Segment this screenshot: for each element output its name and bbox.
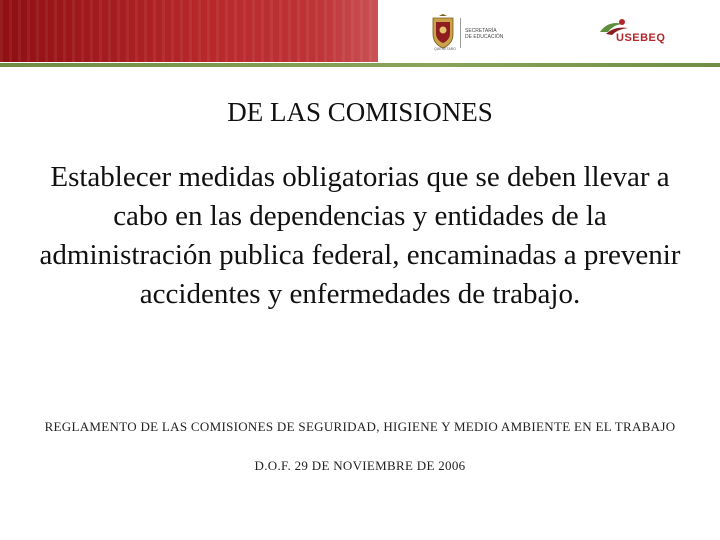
logo-divider [460,18,461,48]
secretaria-text [465,28,545,40]
slide-header [0,0,720,68]
banner-fade [318,0,378,62]
slide-body-text: Establecer medidas obligatorias que se deben llevar a cabo en las dependencias y entidades de la administración publica federal, encaminadas a prevenir accidentes y enfermedades de trabajo. [39,161,681,310]
usebeq-wordmark: USEBEQ [616,32,666,44]
dof-publication-date: D.O.F. 29 DE NOVIEMBRE DE 2006 [254,458,466,473]
header-red-banner [0,0,378,62]
usebeq-logo [596,18,676,48]
header-green-rule [0,63,720,67]
secretaria-line-1: SECRETARÍA [465,28,497,34]
secretaria-line-2: DE EDUCACIÓN [465,34,504,40]
seal-caption: QUERÉTARO [434,47,456,51]
slide-title: DE LAS COMISIONES [227,97,493,127]
regulation-reference: REGLAMENTO DE LAS COMISIONES DE SEGURIDAD, HIGIENE Y MEDIO AMBIENTE EN EL TRABAJO [44,419,676,434]
